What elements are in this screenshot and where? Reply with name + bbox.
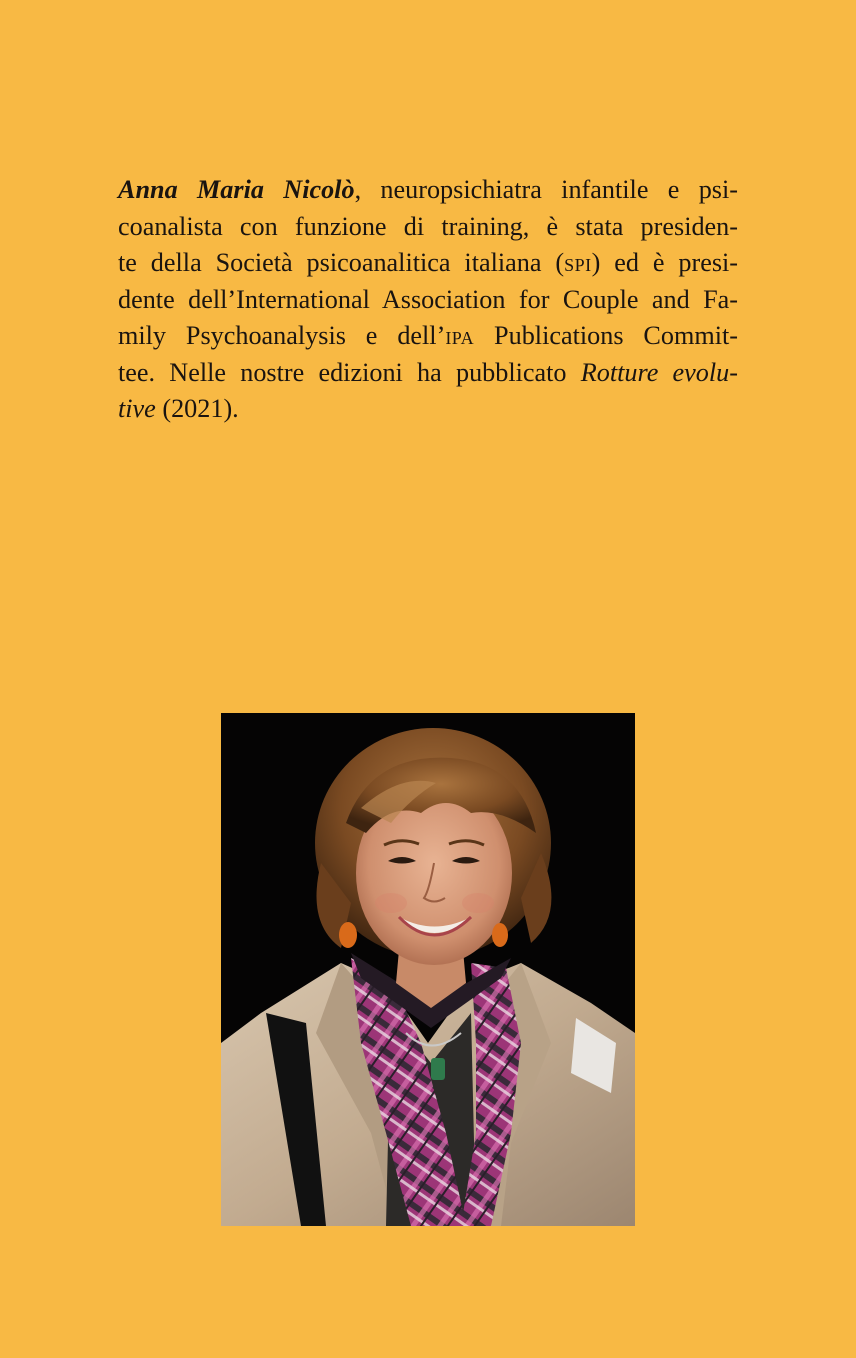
author-name: Anna Maria Nicolò — [118, 175, 355, 204]
bio-line-6: tee. Nelle nostre edizioni ha pubblicato Rotture evolu- — [118, 357, 738, 387]
right-earring — [492, 923, 508, 947]
author-portrait-illustration — [221, 713, 635, 1226]
author-photo — [221, 713, 635, 1226]
left-earring — [339, 922, 357, 948]
book-title: Rotture evolu- — [580, 357, 738, 387]
bio-line-4: dente dell’International Association for Couple and Fa- — [118, 284, 738, 314]
bio-line-5: mily Psychoanalysis e dell’ipa Publications Commit- — [118, 321, 738, 350]
bio-line-3: te della Società psicoanalitica italiana (spi) ed è presi- — [118, 248, 739, 277]
acronym-ipa: ipa — [445, 321, 475, 350]
acronym-spi: spi — [564, 248, 592, 277]
pendant — [431, 1058, 445, 1080]
book-title-end: tive — [118, 394, 156, 423]
bio-line-2: coanalista con funzione di training, è stata presiden- — [118, 211, 738, 241]
bio-line-1: Anna Maria Nicolò, neuropsichiatra infantile e psi- — [118, 175, 738, 204]
bio-line-7: tive (2021). — [118, 394, 239, 423]
author-bio — [118, 172, 738, 428]
